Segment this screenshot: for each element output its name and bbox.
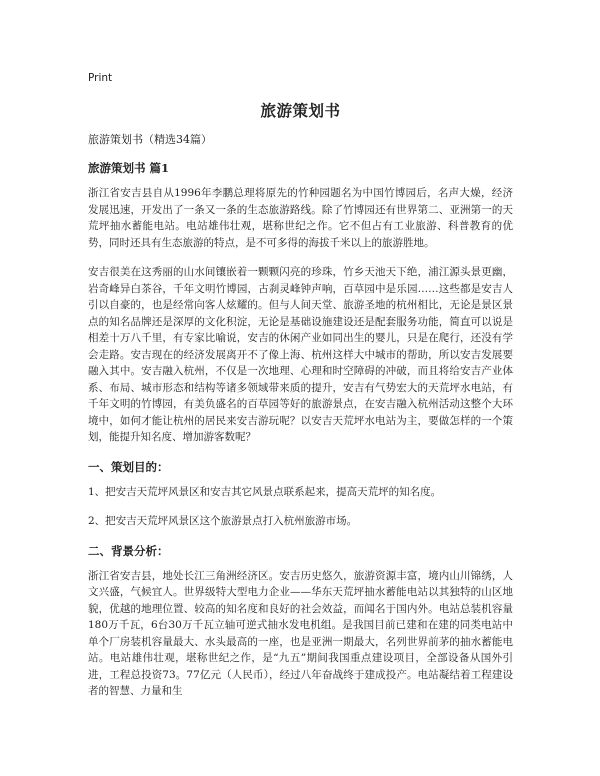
purpose-item-1: 1、把安吉天荒坪风景区和安吉其它风景点联系起来，提高天荒坪的知名度。 [88,485,442,498]
section-heading-background: 二、背景分析： [88,543,169,558]
print-link[interactable]: Print [88,72,113,84]
section-heading-purpose: 一、策划目的： [88,459,169,474]
background-paragraph: 浙江省安吉县，地处长江三角洲经济区。安吉历史悠久，旅游资源丰富，境内山川锦绣，人文兴盛，气候宜人。世界级特大型电力企业——华东天荒坪抽水蓄能电站以其独特的山区地貌，优越的地理位置、较高的知名度和良好的社会效益，而闻名于国内外。电站总装机容量180万千瓦，6台30万千瓦立轴可逆式抽水发电机组。是我国目前已建和在建的同类电站中单个厂房装机容量最大、水头最高的一座，也是亚洲一期最大，名列世界前茅的抽水蓄能电站。电站雄伟壮观，堪称世纪之作，是“九五”期间我国重点建设项目，全部设备从国外引进，工程总投资73。77亿元（人民币），经过八年奋战终于建成投产。电站凝结着工程建设者的智慧、力量和生 [88,569,513,697]
body-paragraph-1: 浙江省安吉县自从1996年李鹏总理将原先的竹种园题名为中国竹博园后，名声大燥，经济发展迅速，开发出了一条又一条的生态旅游路线。除了竹博园还有世界第二、亚洲第一的天荒坪抽水蓄能电站。电站雄伟壮观，堪称世纪之作。它不但占有工业旅游、科普教育的优势，同时还具有生态旅游的特点，是不可多得的海拔千米以上的旅游胜地。 [88,187,513,249]
purpose-item-2: 2、把安吉天荒坪风景区这个旅游景点打入杭州旅游市场。 [88,515,358,527]
body-paragraph-2: 安吉很美在这秀丽的山水间镶嵌着一颗颗闪亮的珍珠，竹乡天池天下绝，浦江源头景更幽，岩奇峰异白茶谷，千年文明竹博园，古刹灵峰钟声响，百草园中是乐园……这些都是安吉人引以自豪的，也是经常向客人炫耀的。但与人间天堂、旅游圣地的杭州相比，无论是景区景点的知名品牌还是深厚的文化积淀，无论是基础设施建设还是配套服务功能，简直可以说是相差十万八千里，有专家比喻说，安吉的休闲产业如同出生的婴儿，只是在爬行，还没有学会走路。安吉现在的经济发展离开不了像上海、杭州这样大中城市的帮助，所以安吉发展要融入其中。安吉融入杭州，不仅是一次地理、心理和时空障碍的冲破，而且将给安吉产业体系、布局、城市形态和结构等诸多领域带来质的提升，安吉有气势宏大的天荒坪水电站，有千年文明的竹博园，有美负盛名的百草园等好的旅游景点，在安吉融入杭州活动这整个大环境中，如何才能让杭州的居民来安吉游玩呢？以安吉天荒坪水电站为主，要做怎样的一个策划，能提升知名度、增加游客数呢？ [88,266,513,443]
article-heading: 旅游策划书 篇1 [88,161,170,175]
document-body [88,160,513,713]
document-page [88,0,513,776]
document-subtitle: 旅游策划书（精选34篇） [88,133,212,146]
document-title: 旅游策划书 [260,101,341,120]
